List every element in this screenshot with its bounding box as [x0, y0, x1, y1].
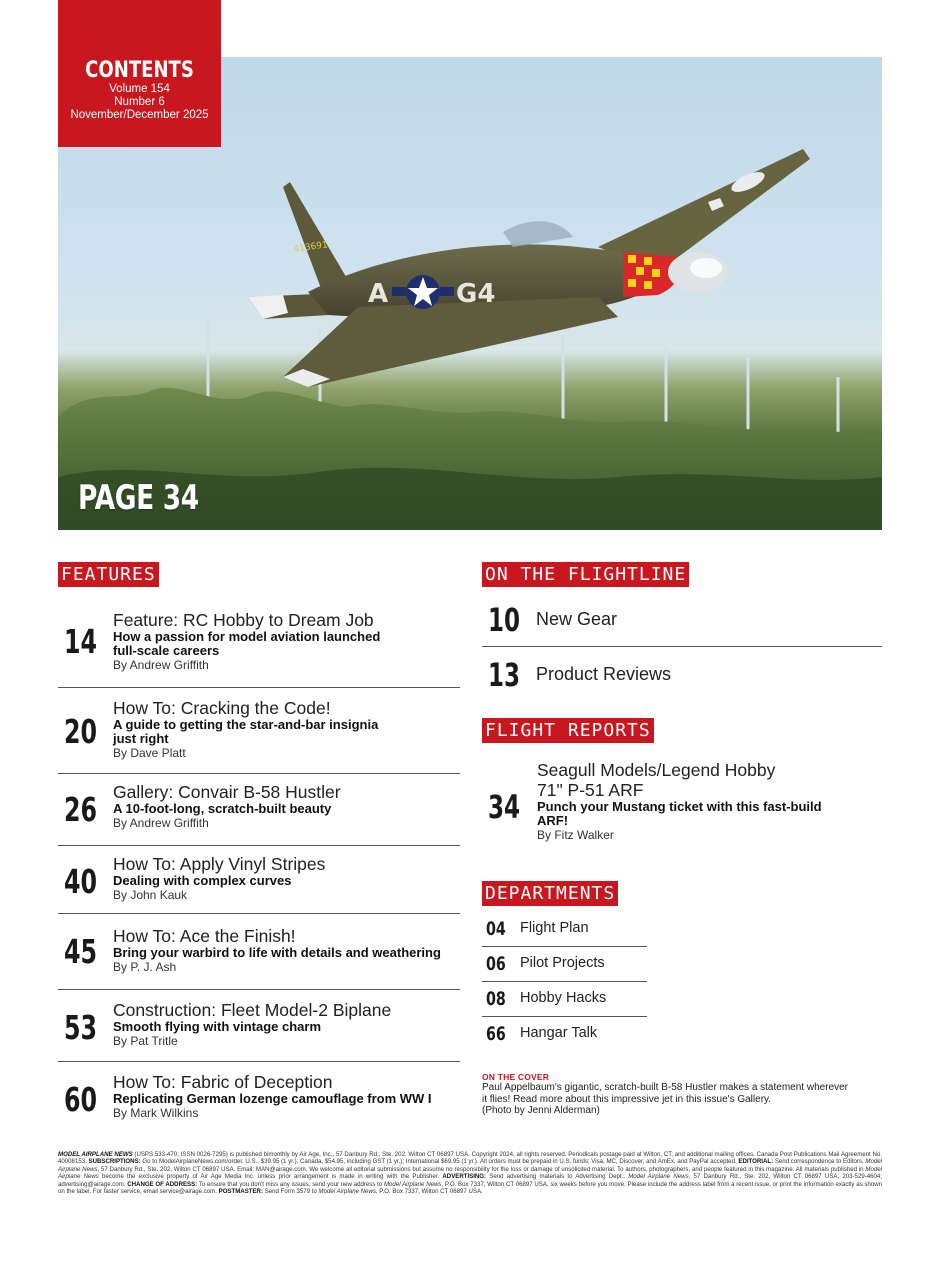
issue-date: November/December 2025 [70, 109, 209, 121]
contents-box [58, 0, 221, 147]
plane-code-left: A [368, 279, 389, 309]
feature-item[interactable] [58, 990, 460, 1062]
fineprint-publication-name: MODEL AIRPLANE NEWS [58, 1151, 133, 1158]
feature-byline: By Dave Platt [113, 746, 186, 760]
feature-page-number: 20 [64, 712, 98, 751]
fineprint-label: CHANGE OF ADDRESS: [127, 1180, 198, 1188]
feature-title: Construction: Fleet Model-2 Biplane [113, 1000, 392, 1020]
section-label-flight-reports: FLIGHT REPORTS [482, 718, 654, 743]
feature-title: How To: Ace the Finish! [113, 926, 296, 946]
feature-deck: just right [113, 731, 169, 746]
cover-note-text: it flies! Read more about this impressive jet in this issue's Gallery. [482, 1093, 772, 1105]
flight-report-deck: Punch your Mustang ticket with this fast-build [537, 799, 822, 814]
feature-byline: By John Kauk [113, 888, 188, 902]
flight-report-page-number: 34 [488, 788, 521, 826]
feature-title: How To: Fabric of Deception [113, 1072, 333, 1092]
department-title: Pilot Projects [520, 955, 605, 971]
flightline-title: New Gear [536, 609, 618, 629]
department-item[interactable] [482, 912, 647, 947]
department-item[interactable] [482, 947, 647, 982]
department-item[interactable] [482, 1017, 647, 1051]
feature-deck: Replicating German lozenge camouflage from WW I [113, 1091, 432, 1106]
feature-item[interactable] [58, 688, 460, 774]
cover-note-heading: ON THE COVER [482, 1072, 550, 1082]
cover-note [482, 1072, 882, 1117]
volume-label: Volume 154 [109, 83, 170, 95]
feature-byline: By Mark Wilkins [113, 1106, 199, 1120]
fineprint-text: , 57 Danbury Rd., Ste. 202, Wilton CT 06897 USA; 203-529-4604; advertising@airage.com. [58, 1173, 883, 1188]
cover-note-credit: (Photo by Jenni Alderman) [482, 1105, 600, 1116]
flightline-page-number: 13 [488, 656, 521, 694]
flight-report-title: Seagull Models/Legend Hobby [537, 760, 776, 780]
fineprint-mag-name: Model Airplane News [628, 1173, 689, 1181]
feature-deck: How a passion for model aviation launched [113, 629, 381, 644]
section-label-departments: DEPARTMENTS [482, 881, 618, 906]
plane-code-right: G4 [456, 279, 496, 309]
fineprint-text: become the exclusive property of Air Age Media Inc. unless prior arrangement is made in writing with the Publisher. [98, 1173, 443, 1181]
department-page-number: 06 [486, 953, 506, 975]
feature-deck: Dealing with complex curves [113, 873, 292, 888]
cover-page-callout: PAGE 34 [78, 478, 199, 518]
flightline-item[interactable] [482, 647, 882, 701]
flight-report-title: 71" P-51 ARF [537, 780, 644, 800]
feature-deck: A guide to getting the star-and-bar insignia [113, 717, 379, 732]
feature-page-number: 26 [64, 790, 98, 829]
flightline-title: Product Reviews [536, 664, 672, 684]
feature-page-number: 45 [64, 932, 98, 971]
feature-byline: By P. J. Ash [113, 960, 177, 974]
plane-tail-number: 413691 [293, 240, 329, 255]
department-page-number: 66 [486, 1023, 506, 1045]
flightline-item[interactable] [482, 594, 882, 647]
fineprint-text: , P.O. Box 7337, Wilton CT 06897 USA. [375, 1188, 483, 1196]
feature-title: How To: Cracking the Code! [113, 698, 331, 718]
feature-title: Feature: RC Hobby to Dream Job [113, 610, 374, 630]
feature-deck: A 10-foot-long, scratch-built beauty [113, 801, 332, 816]
section-label-features: FEATURES [58, 562, 159, 587]
features-list [58, 604, 460, 1134]
feature-page-number: 53 [64, 1008, 98, 1047]
fineprint-text: Send advertising materials to Advertising Dept., [486, 1173, 629, 1181]
fineprint-text: Send Form 3579 to [262, 1188, 319, 1196]
flight-report-byline: By Fitz Walker [537, 828, 614, 842]
department-title: Hobby Hacks [520, 990, 607, 1006]
fineprint-label: EDITORIAL: [738, 1158, 774, 1166]
fineprint-text: Go to ModelAirplaneNews.com/order. U.S., $39.95 (1 yr.); Canada, $54.95, including GST (1 yr.); International $69.95 (1 yr.). All orders must be prepaid in U.S. funds; Visa, MC, Discover, and AmEx, and PayPal accepted. [140, 1158, 739, 1166]
fineprint-mag-name: Model Airplane News [58, 1165, 882, 1181]
department-title: Hangar Talk [520, 1025, 598, 1041]
fineprint-mag-name: Model Airplane News [318, 1188, 376, 1196]
fineprint-text: , 57 Danbury Rd., Ste. 202, Wilton CT 06897 USA. Email: MAN@airage.com. We welcome all editorial submissions but assume no responsibility for the loss or damage of unsolicited material. To authors, photographers, and people featured in this magazine: All materials published in [97, 1165, 866, 1173]
feature-page-number: 40 [64, 862, 98, 901]
fineprint-text: To ensure that you don't miss any issues, send your new address to [197, 1180, 384, 1188]
cover-note-text: Paul Appelbaum's gigantic, scratch-built B-58 Hustler makes a statement wherever [482, 1082, 848, 1093]
feature-byline: By Pat Tritle [113, 1034, 178, 1048]
fineprint-label: ADVERTISING: [442, 1173, 487, 1181]
section-label-flightline: ON THE FLIGHTLINE [482, 562, 689, 587]
feature-page-number: 14 [64, 622, 98, 661]
flightline-page-number: 10 [488, 601, 521, 639]
publication-fineprint [58, 1151, 882, 1195]
feature-deck: Smooth flying with vintage charm [113, 1019, 322, 1034]
department-item[interactable] [482, 982, 647, 1017]
fineprint-text: (USPS 533-470; ISSN 0026-7295) is published bimonthly by Air Age, Inc., 57 Danbury Rd., Ste. 202, Wilton CT 06897 USA. Copyright 2024, all rights reserved. Periodicals postage paid at Wilton, CT, and additional mailing offices. Canada Post Publications Mail Agreement No. 40008153. [58, 1151, 883, 1166]
number-label: Number 6 [114, 96, 165, 108]
feature-item[interactable] [58, 914, 460, 990]
feature-item[interactable] [58, 846, 460, 914]
feature-item[interactable] [58, 1062, 460, 1134]
department-page-number: 04 [486, 918, 506, 940]
feature-title: Gallery: Convair B-58 Hustler [113, 782, 341, 802]
feature-deck: full-scale careers [113, 643, 220, 658]
fineprint-mag-name: Model Airplane News [383, 1180, 442, 1188]
fineprint-text: Send correspondence to Editors, [773, 1158, 866, 1166]
fineprint-text: , P.O. Box 7337, Wilton CT 06897 USA, six weeks before you move. Please include the address label from a recent issue, or print the information exactly as shown on the label. For faster service, email service@airage.com. [58, 1180, 883, 1196]
flight-report-deck: ARF! [537, 813, 569, 828]
feature-item[interactable] [58, 774, 460, 846]
contents-title: CONTENTS [85, 58, 194, 83]
fineprint-mag-name: Model Airplane News [58, 1158, 883, 1173]
department-title: Flight Plan [520, 920, 589, 936]
fineprint-label: SUBSCRIPTIONS: [88, 1158, 141, 1166]
feature-page-number: 60 [64, 1080, 98, 1119]
feature-byline: By Andrew Griffith [113, 658, 209, 672]
fineprint-label: POSTMASTER: [218, 1188, 263, 1196]
feature-item[interactable] [58, 604, 460, 688]
feature-title: How To: Apply Vinyl Stripes [113, 854, 326, 874]
department-page-number: 08 [486, 988, 506, 1010]
feature-deck: Bring your warbird to life with details and weathering [113, 945, 441, 960]
feature-byline: By Andrew Griffith [113, 816, 209, 830]
